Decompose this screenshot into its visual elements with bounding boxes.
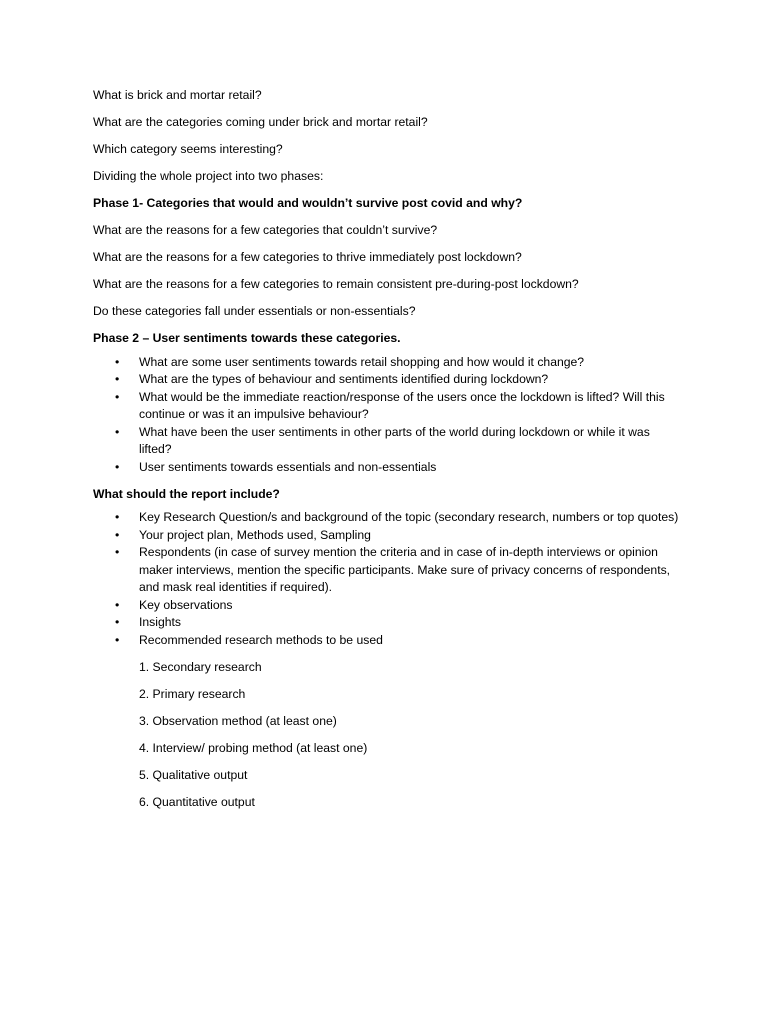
- method-item: 3. Observation method (at least one): [139, 713, 337, 728]
- list-item: [93, 527, 683, 545]
- phase1-question: What are the reasons for a few categories to thrive immediately post lockdown?: [93, 250, 522, 264]
- bullet-icon: •: [115, 597, 120, 612]
- bullet-icon: •: [115, 372, 120, 386]
- bullet-icon: •: [115, 632, 120, 647]
- research-methods-list: [93, 659, 683, 812]
- intro-question: Which category seems interesting?: [93, 142, 283, 156]
- bullet-icon: •: [115, 510, 120, 524]
- bullet-icon: •: [115, 389, 120, 404]
- list-item: [93, 371, 683, 389]
- bullet-text: What are the types of behaviour and sentiments identified during lockdown?: [139, 372, 549, 386]
- bullet-text: Recommended research methods to be used: [139, 632, 383, 647]
- method-item: 5. Qualitative output: [139, 767, 248, 782]
- phase1-question: What are the reasons for a few categories that couldn’t survive?: [93, 223, 438, 237]
- list-item: [93, 597, 683, 615]
- phase1-heading: Phase 1- Categories that would and wouldn’t survive post covid and why?: [93, 196, 523, 210]
- list-item: [93, 389, 683, 424]
- list-item: [93, 354, 683, 372]
- intro-question: What are the categories coming under brick and mortar retail?: [93, 115, 428, 129]
- bullet-text: What have been the user sentiments in other parts of the world during lockdown or while it was lifted?: [139, 424, 650, 456]
- intro-question: What is brick and mortar retail?: [93, 88, 262, 102]
- bullet-text: Key observations: [139, 597, 233, 612]
- list-item: [93, 509, 683, 527]
- bullet-text: Your project plan, Methods used, Sampling: [139, 527, 371, 542]
- bullet-icon: •: [115, 545, 120, 559]
- bullet-icon: •: [115, 354, 120, 369]
- bullet-icon: •: [115, 615, 120, 629]
- list-item: [93, 459, 683, 477]
- phase2-bullet-list: [93, 354, 683, 477]
- bullet-icon: •: [115, 424, 120, 439]
- bullet-text: Insights: [139, 615, 182, 629]
- list-item: [93, 614, 683, 632]
- report-heading: What should the report include?: [93, 486, 280, 501]
- bullet-text: What are some user sentiments towards retail shopping and how would it change?: [139, 354, 585, 369]
- phase1-question: Do these categories fall under essentials or non-essentials?: [93, 304, 416, 318]
- method-item: 2. Primary research: [139, 686, 246, 701]
- bullet-icon: •: [115, 527, 120, 542]
- method-item: 4. Interview/ probing method (at least one): [139, 740, 368, 755]
- intro-question: Dividing the whole project into two phases:: [93, 169, 324, 183]
- bullet-text: What would be the immediate reaction/response of the users once the lockdown is lifted? Will this continue or was it an impulsive behaviour?: [139, 389, 665, 421]
- method-item: 1. Secondary research: [139, 659, 262, 674]
- document-body: [93, 87, 683, 821]
- bullet-text: User sentiments towards essentials and non-essentials: [139, 459, 437, 474]
- phase2-heading: Phase 2 – User sentiments towards these categories.: [93, 331, 401, 345]
- bullet-icon: •: [115, 459, 120, 474]
- bullet-text: Respondents (in case of survey mention the criteria and in case of in-depth interviews or opinion maker interviews, mention the specific participants. Make sure of privacy concerns of respondents, and mask real identities if required).: [139, 545, 671, 594]
- phase1-question: What are the reasons for a few categories to remain consistent pre-during-post lockdown?: [93, 277, 579, 291]
- report-bullet-list: [93, 509, 683, 649]
- list-item: [93, 424, 683, 459]
- bullet-text: Key Research Question/s and background of the topic (secondary research, numbers or top quotes): [139, 510, 679, 524]
- method-item: 6. Quantitative output: [139, 794, 255, 809]
- list-item: [93, 544, 683, 597]
- list-item: [93, 632, 683, 650]
